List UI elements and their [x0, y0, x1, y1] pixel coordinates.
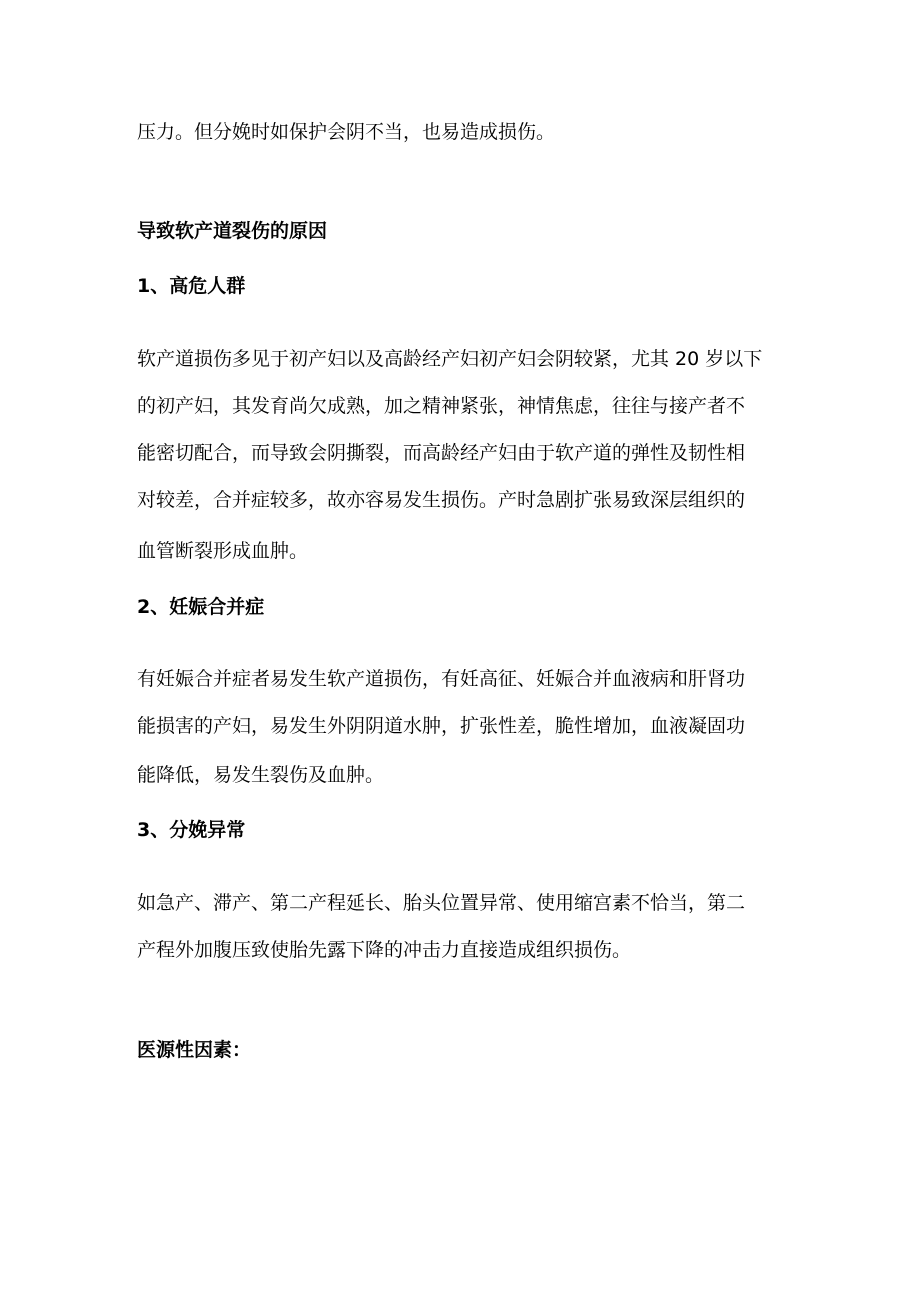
section-1-line-4: 对较差，合并症较多，故亦容易发生损伤。产时急剧扩张易致深层组织的 [137, 489, 746, 511]
section-1-line-1: 软产道损伤多见于初产妇以及高龄经产妇初产妇会阴较紧，尤其 20 岁以下 [137, 348, 763, 370]
section-2-heading: 2、妊娠合并症 [137, 596, 265, 618]
section-1-line-3: 能密切配合，而导致会阴撕裂，而高龄经产妇由于软产道的弹性及韧性相 [137, 442, 746, 464]
section-1-line-5: 血管断裂形成血肿。 [137, 540, 309, 562]
intro-line: 压力。但分娩时如保护会阴不当，也易造成损伤。 [137, 121, 556, 143]
closing-heading: 医源性因素： [137, 1039, 252, 1061]
section-2-line-1: 有妊娠合并症者易发生软产道损伤，有妊高征、妊娠合并血液病和肝肾功 [137, 668, 746, 690]
section-3-heading: 3、分娩异常 [137, 819, 246, 841]
section-title: 导致软产道裂伤的原因 [137, 220, 328, 242]
section-3-line-2: 产程外加腹压致使胎先露下降的冲击力直接造成组织损伤。 [137, 939, 632, 961]
section-2-line-3: 能降低，易发生裂伤及血肿。 [137, 764, 385, 786]
section-2-line-2: 能损害的产妇，易发生外阴阴道水肿，扩张性差，脆性增加，血液凝固功 [137, 715, 746, 737]
section-1-line-2: 的初产妇，其发育尚欠成熟，加之精神紧张，神情焦虑，往往与接产者不 [137, 395, 746, 417]
section-3-line-1: 如急产、滞产、第二产程延长、胎头位置异常、使用缩宫素不恰当，第二 [137, 892, 746, 914]
section-1-heading: 1、高危人群 [137, 275, 246, 297]
